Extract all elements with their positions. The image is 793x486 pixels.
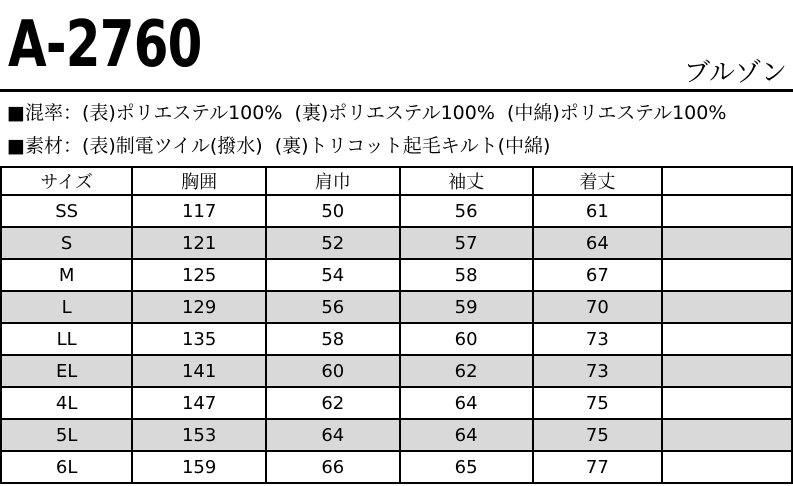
sleeve-cell: 64 (400, 419, 533, 451)
product-type-label: ブルゾン (684, 58, 787, 88)
sleeve-cell: 59 (400, 291, 533, 323)
material-spec-line: ■素材：(表)制電ツイル(撥水) (裏)トリコット起毛キルト(中綿) (7, 135, 551, 157)
empty-cell (662, 323, 792, 355)
size-spec-table (0, 166, 793, 484)
spec-lines (0, 92, 793, 163)
empty-cell (662, 195, 792, 227)
length-cell: 73 (533, 355, 663, 387)
column-header-chest: 胸囲 (132, 167, 266, 195)
sleeve-cell: 62 (400, 355, 533, 387)
sleeve-cell: 56 (400, 195, 533, 227)
empty-cell (662, 451, 792, 483)
mixture-spec-line: ■混率：(表)ポリエステル100% (裏)ポリエステル100% (中綿)ポリエステル100% (7, 102, 727, 124)
sleeve-cell: 57 (400, 227, 533, 259)
length-cell: 61 (533, 195, 663, 227)
shoulder-cell: 52 (266, 227, 400, 259)
chest-cell: 147 (132, 387, 266, 419)
table-row-4l (1, 387, 792, 419)
empty-cell (662, 291, 792, 323)
shoulder-cell: 50 (266, 195, 400, 227)
column-header-sleeve: 袖丈 (400, 167, 533, 195)
chest-cell: 153 (132, 419, 266, 451)
size-cell: L (1, 291, 132, 323)
chest-cell: 117 (132, 195, 266, 227)
sleeve-cell: 60 (400, 323, 533, 355)
sleeve-cell: 58 (400, 259, 533, 291)
empty-cell (662, 419, 792, 451)
column-header-shoulder: 肩巾 (266, 167, 400, 195)
chest-cell: 125 (132, 259, 266, 291)
length-cell: 75 (533, 419, 663, 451)
size-cell: M (1, 259, 132, 291)
chest-cell: 135 (132, 323, 266, 355)
table-row-m (1, 259, 792, 291)
length-cell: 73 (533, 323, 663, 355)
sleeve-cell: 64 (400, 387, 533, 419)
chest-cell: 159 (132, 451, 266, 483)
table-row-s (1, 227, 792, 259)
length-cell: 77 (533, 451, 663, 483)
length-cell: 67 (533, 259, 663, 291)
empty-cell (662, 227, 792, 259)
shoulder-cell: 64 (266, 419, 400, 451)
column-header-size: サイズ (1, 167, 132, 195)
table-row-6l (1, 451, 792, 483)
column-header-length: 着丈 (533, 167, 663, 195)
length-cell: 70 (533, 291, 663, 323)
shoulder-cell: 56 (266, 291, 400, 323)
page-header (0, 0, 793, 92)
length-cell: 75 (533, 387, 663, 419)
size-cell: 6L (1, 451, 132, 483)
table-row-5l (1, 419, 792, 451)
table-row-l (1, 291, 792, 323)
table-row-ll (1, 323, 792, 355)
shoulder-cell: 58 (266, 323, 400, 355)
sleeve-cell: 65 (400, 451, 533, 483)
shoulder-cell: 66 (266, 451, 400, 483)
size-cell: 5L (1, 419, 132, 451)
length-cell: 64 (533, 227, 663, 259)
shoulder-cell: 54 (266, 259, 400, 291)
size-cell: LL (1, 323, 132, 355)
empty-cell (662, 355, 792, 387)
table-header-row (1, 167, 792, 195)
size-cell: SS (1, 195, 132, 227)
shoulder-cell: 62 (266, 387, 400, 419)
chest-cell: 129 (132, 291, 266, 323)
column-header-empty (662, 167, 792, 195)
size-cell: S (1, 227, 132, 259)
size-cell: 4L (1, 387, 132, 419)
model-code-title: A-2760 (8, 8, 202, 82)
chest-cell: 141 (132, 355, 266, 387)
empty-cell (662, 387, 792, 419)
table-row-ss (1, 195, 792, 227)
size-cell: EL (1, 355, 132, 387)
chest-cell: 121 (132, 227, 266, 259)
table-row-el (1, 355, 792, 387)
shoulder-cell: 60 (266, 355, 400, 387)
empty-cell (662, 259, 792, 291)
